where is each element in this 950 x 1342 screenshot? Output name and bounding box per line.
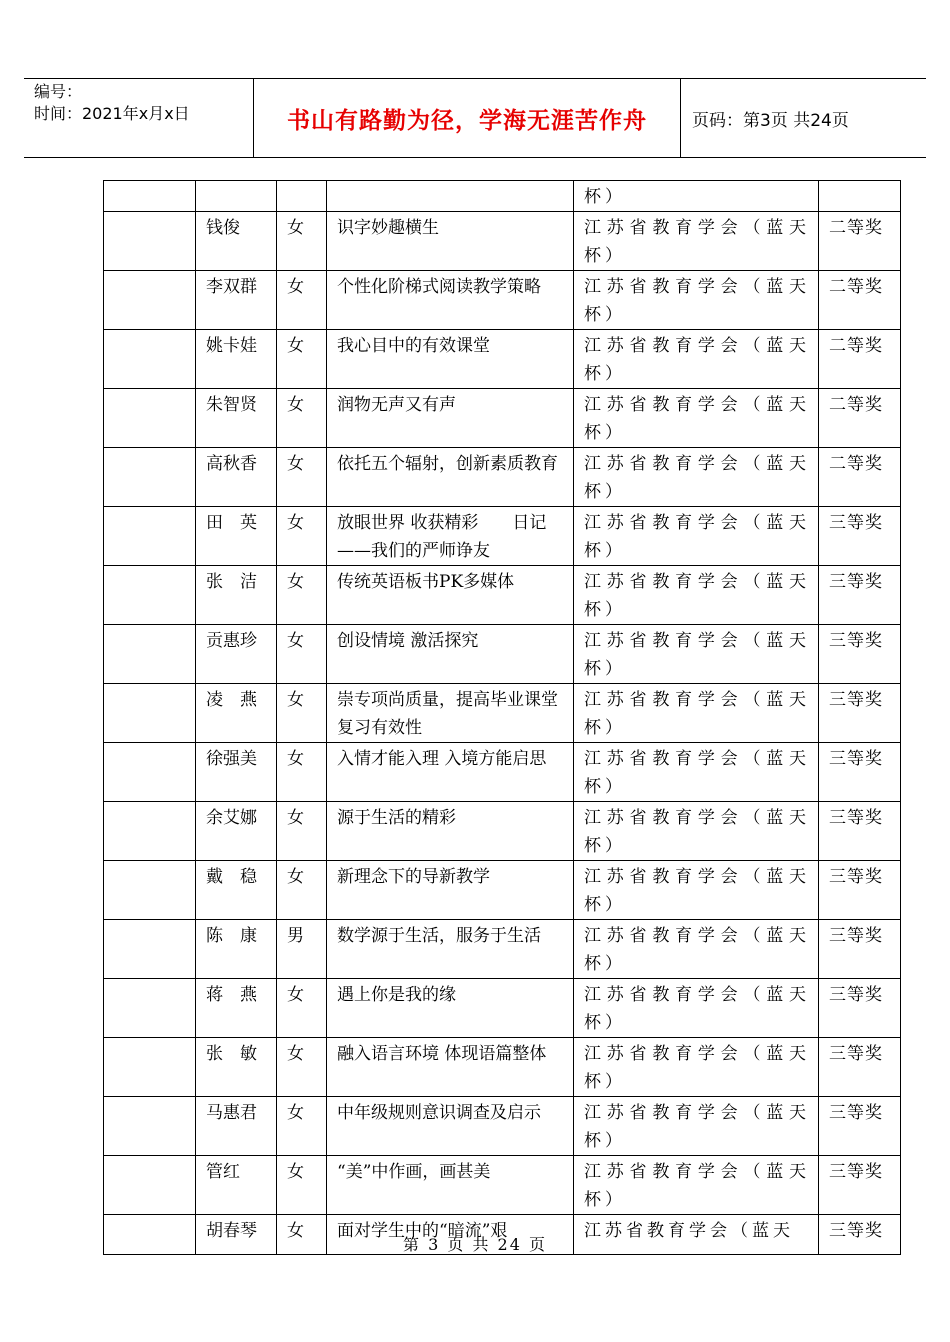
- gender-cell: 女: [277, 330, 327, 389]
- award-cell: 三等奖: [819, 566, 901, 625]
- unit-cell: [104, 684, 196, 743]
- unit-cell: [104, 181, 196, 212]
- title-cell: 识字妙趣横生: [327, 212, 574, 271]
- award-cell: 三等奖: [819, 1038, 901, 1097]
- title-cell: 放眼世界 收获精彩 日记——我们的严师诤友: [327, 507, 574, 566]
- award-cell: 二等奖: [819, 330, 901, 389]
- title-cell: 我心目中的有效课堂: [327, 330, 574, 389]
- unit-cell: [104, 625, 196, 684]
- title-cell: 传统英语板书PK多媒体: [327, 566, 574, 625]
- org-cell: 江苏省教育学会（蓝天杯）: [574, 743, 819, 802]
- unit-cell: [104, 507, 196, 566]
- table-row: [104, 271, 901, 330]
- name-cell: 张 敏: [196, 1038, 277, 1097]
- gender-cell: 女: [277, 448, 327, 507]
- unit-cell: [104, 979, 196, 1038]
- title-cell: 入情才能入理 入境方能启思: [327, 743, 574, 802]
- title-cell: 面对学生中的“暗流”艰: [327, 1215, 574, 1255]
- award-cell: 三等奖: [819, 802, 901, 861]
- title-cell: 创设情境 激活探究: [327, 625, 574, 684]
- name-cell: 田 英: [196, 507, 277, 566]
- table-row: [104, 861, 901, 920]
- gender-cell: 女: [277, 507, 327, 566]
- gender-cell: 女: [277, 979, 327, 1038]
- table-row: [104, 566, 901, 625]
- gender-cell: 女: [277, 1097, 327, 1156]
- name-cell: 凌 燕: [196, 684, 277, 743]
- award-cell: 三等奖: [819, 1215, 901, 1255]
- table-row: [104, 979, 901, 1038]
- award-cell: 三等奖: [819, 625, 901, 684]
- org-cell: 江苏省教育学会（蓝天杯）: [574, 507, 819, 566]
- title-cell: 中年级规则意识调查及启示: [327, 1097, 574, 1156]
- table-row: [104, 389, 901, 448]
- gender-cell: 女: [277, 625, 327, 684]
- table-row: [104, 1156, 901, 1215]
- table-row: [104, 920, 901, 979]
- unit-cell: [104, 1097, 196, 1156]
- table-row: [104, 1038, 901, 1097]
- gender-cell: 女: [277, 566, 327, 625]
- org-cell: 江苏省教育学会（蓝天杯）: [574, 625, 819, 684]
- award-cell: 三等奖: [819, 743, 901, 802]
- award-cell: 三等奖: [819, 861, 901, 920]
- table-row: [104, 507, 901, 566]
- org-cell: 江苏省教育学会（蓝天杯）: [574, 1038, 819, 1097]
- name-cell: 贡惠珍: [196, 625, 277, 684]
- table-row: [104, 181, 901, 212]
- motto: 书山有路勤为径，学海无涯苦作舟: [254, 79, 681, 157]
- org-cell: 江苏省教育学会（蓝天杯）: [574, 330, 819, 389]
- unit-cell: [104, 920, 196, 979]
- award-cell: 二等奖: [819, 212, 901, 271]
- table-row: [104, 448, 901, 507]
- name-cell: 姚卡娃: [196, 330, 277, 389]
- org-cell: 江苏省教育学会（蓝天杯）: [574, 271, 819, 330]
- name-cell: 胡春琴: [196, 1215, 277, 1255]
- org-cell: 江苏省教育学会（蓝天杯）: [574, 389, 819, 448]
- org-cell: 江苏省教育学会（蓝天杯）: [574, 212, 819, 271]
- award-cell: 三等奖: [819, 507, 901, 566]
- gender-cell: 女: [277, 1038, 327, 1097]
- title-cell: 崇专项尚质量，提高毕业课堂复习有效性: [327, 684, 574, 743]
- unit-cell: [104, 1156, 196, 1215]
- table-row: [104, 743, 901, 802]
- name-cell: 高秋香: [196, 448, 277, 507]
- name-cell: 李双群: [196, 271, 277, 330]
- table-row: [104, 212, 901, 271]
- org-cell: 江苏省教育学会（蓝天杯）: [574, 1097, 819, 1156]
- name-cell: 钱俊: [196, 212, 277, 271]
- gender-cell: 女: [277, 1215, 327, 1255]
- gender-cell: 女: [277, 389, 327, 448]
- name-cell: 徐强美: [196, 743, 277, 802]
- title-cell: 源于生活的精彩: [327, 802, 574, 861]
- unit-cell: [104, 861, 196, 920]
- gender-cell: 女: [277, 1156, 327, 1215]
- org-cell: 江苏省教育学会（蓝天杯）: [574, 979, 819, 1038]
- page-indicator: 页码：第3页 共24页: [692, 110, 849, 131]
- org-cell: 江苏省教育学会（蓝天杯）: [574, 861, 819, 920]
- award-cell: 三等奖: [819, 1156, 901, 1215]
- org-cell: 江苏省教育学会（蓝天杯）: [574, 802, 819, 861]
- table-row: [104, 802, 901, 861]
- gender-cell: 男: [277, 920, 327, 979]
- name-cell: 陈 康: [196, 920, 277, 979]
- name-cell: 马惠君: [196, 1097, 277, 1156]
- unit-cell: [104, 743, 196, 802]
- gender-cell: 女: [277, 861, 327, 920]
- page-footer: 第 3 页 共 24 页: [403, 1235, 547, 1254]
- gender-cell: 女: [277, 802, 327, 861]
- award-cell: [819, 181, 901, 212]
- title-cell: [327, 181, 574, 212]
- title-cell: 依托五个辐射，创新素质教育: [327, 448, 574, 507]
- org-cell: 江苏省教育学会（蓝天杯）: [574, 1156, 819, 1215]
- unit-cell: [104, 389, 196, 448]
- awards-table-body: [104, 181, 901, 1255]
- awards-table: [103, 180, 901, 1255]
- name-cell: 管红: [196, 1156, 277, 1215]
- unit-cell: [104, 271, 196, 330]
- name-cell: 朱智贤: [196, 389, 277, 448]
- award-cell: 二等奖: [819, 448, 901, 507]
- org-cell: 江苏省教育学会（蓝天杯）: [574, 448, 819, 507]
- gender-cell: 女: [277, 212, 327, 271]
- title-cell: 润物无声又有声: [327, 389, 574, 448]
- time-label: 时间：2021年x月x日: [34, 104, 190, 123]
- org-cell: 江苏省教育学会（蓝天杯）: [574, 920, 819, 979]
- org-cell: 杯）: [574, 181, 819, 212]
- unit-cell: [104, 802, 196, 861]
- award-cell: 三等奖: [819, 979, 901, 1038]
- unit-cell: [104, 566, 196, 625]
- title-cell: “美”中作画，画甚美: [327, 1156, 574, 1215]
- award-cell: 二等奖: [819, 271, 901, 330]
- title-cell: 个性化阶梯式阅读教学策略: [327, 271, 574, 330]
- org-cell: 江苏省教育学会（蓝天杯）: [574, 684, 819, 743]
- award-cell: 三等奖: [819, 1097, 901, 1156]
- table-row: [104, 625, 901, 684]
- gender-cell: [277, 181, 327, 212]
- gender-cell: 女: [277, 271, 327, 330]
- gender-cell: 女: [277, 684, 327, 743]
- title-cell: 融入语言环境 体现语篇整体: [327, 1038, 574, 1097]
- page-header: [24, 78, 926, 158]
- title-cell: 数学源于生活，服务于生活: [327, 920, 574, 979]
- name-cell: [196, 181, 277, 212]
- org-cell: 江苏省教育学会（蓝天杯）: [574, 566, 819, 625]
- unit-cell: [104, 1038, 196, 1097]
- header-info: [24, 79, 254, 157]
- number-label: 编号：: [34, 82, 83, 101]
- award-cell: 三等奖: [819, 920, 901, 979]
- table-row: [104, 330, 901, 389]
- name-cell: 蒋 燕: [196, 979, 277, 1038]
- award-cell: 三等奖: [819, 684, 901, 743]
- title-cell: 新理念下的导新教学: [327, 861, 574, 920]
- table-row: [104, 1097, 901, 1156]
- org-cell: 江苏省教育学会（蓝天: [574, 1215, 819, 1255]
- award-cell: 二等奖: [819, 389, 901, 448]
- title-cell: 遇上你是我的缘: [327, 979, 574, 1038]
- name-cell: 余艾娜: [196, 802, 277, 861]
- unit-cell: [104, 212, 196, 271]
- gender-cell: 女: [277, 743, 327, 802]
- table-row: [104, 684, 901, 743]
- unit-cell: [104, 448, 196, 507]
- name-cell: 戴 稳: [196, 861, 277, 920]
- name-cell: 张 洁: [196, 566, 277, 625]
- unit-cell: [104, 330, 196, 389]
